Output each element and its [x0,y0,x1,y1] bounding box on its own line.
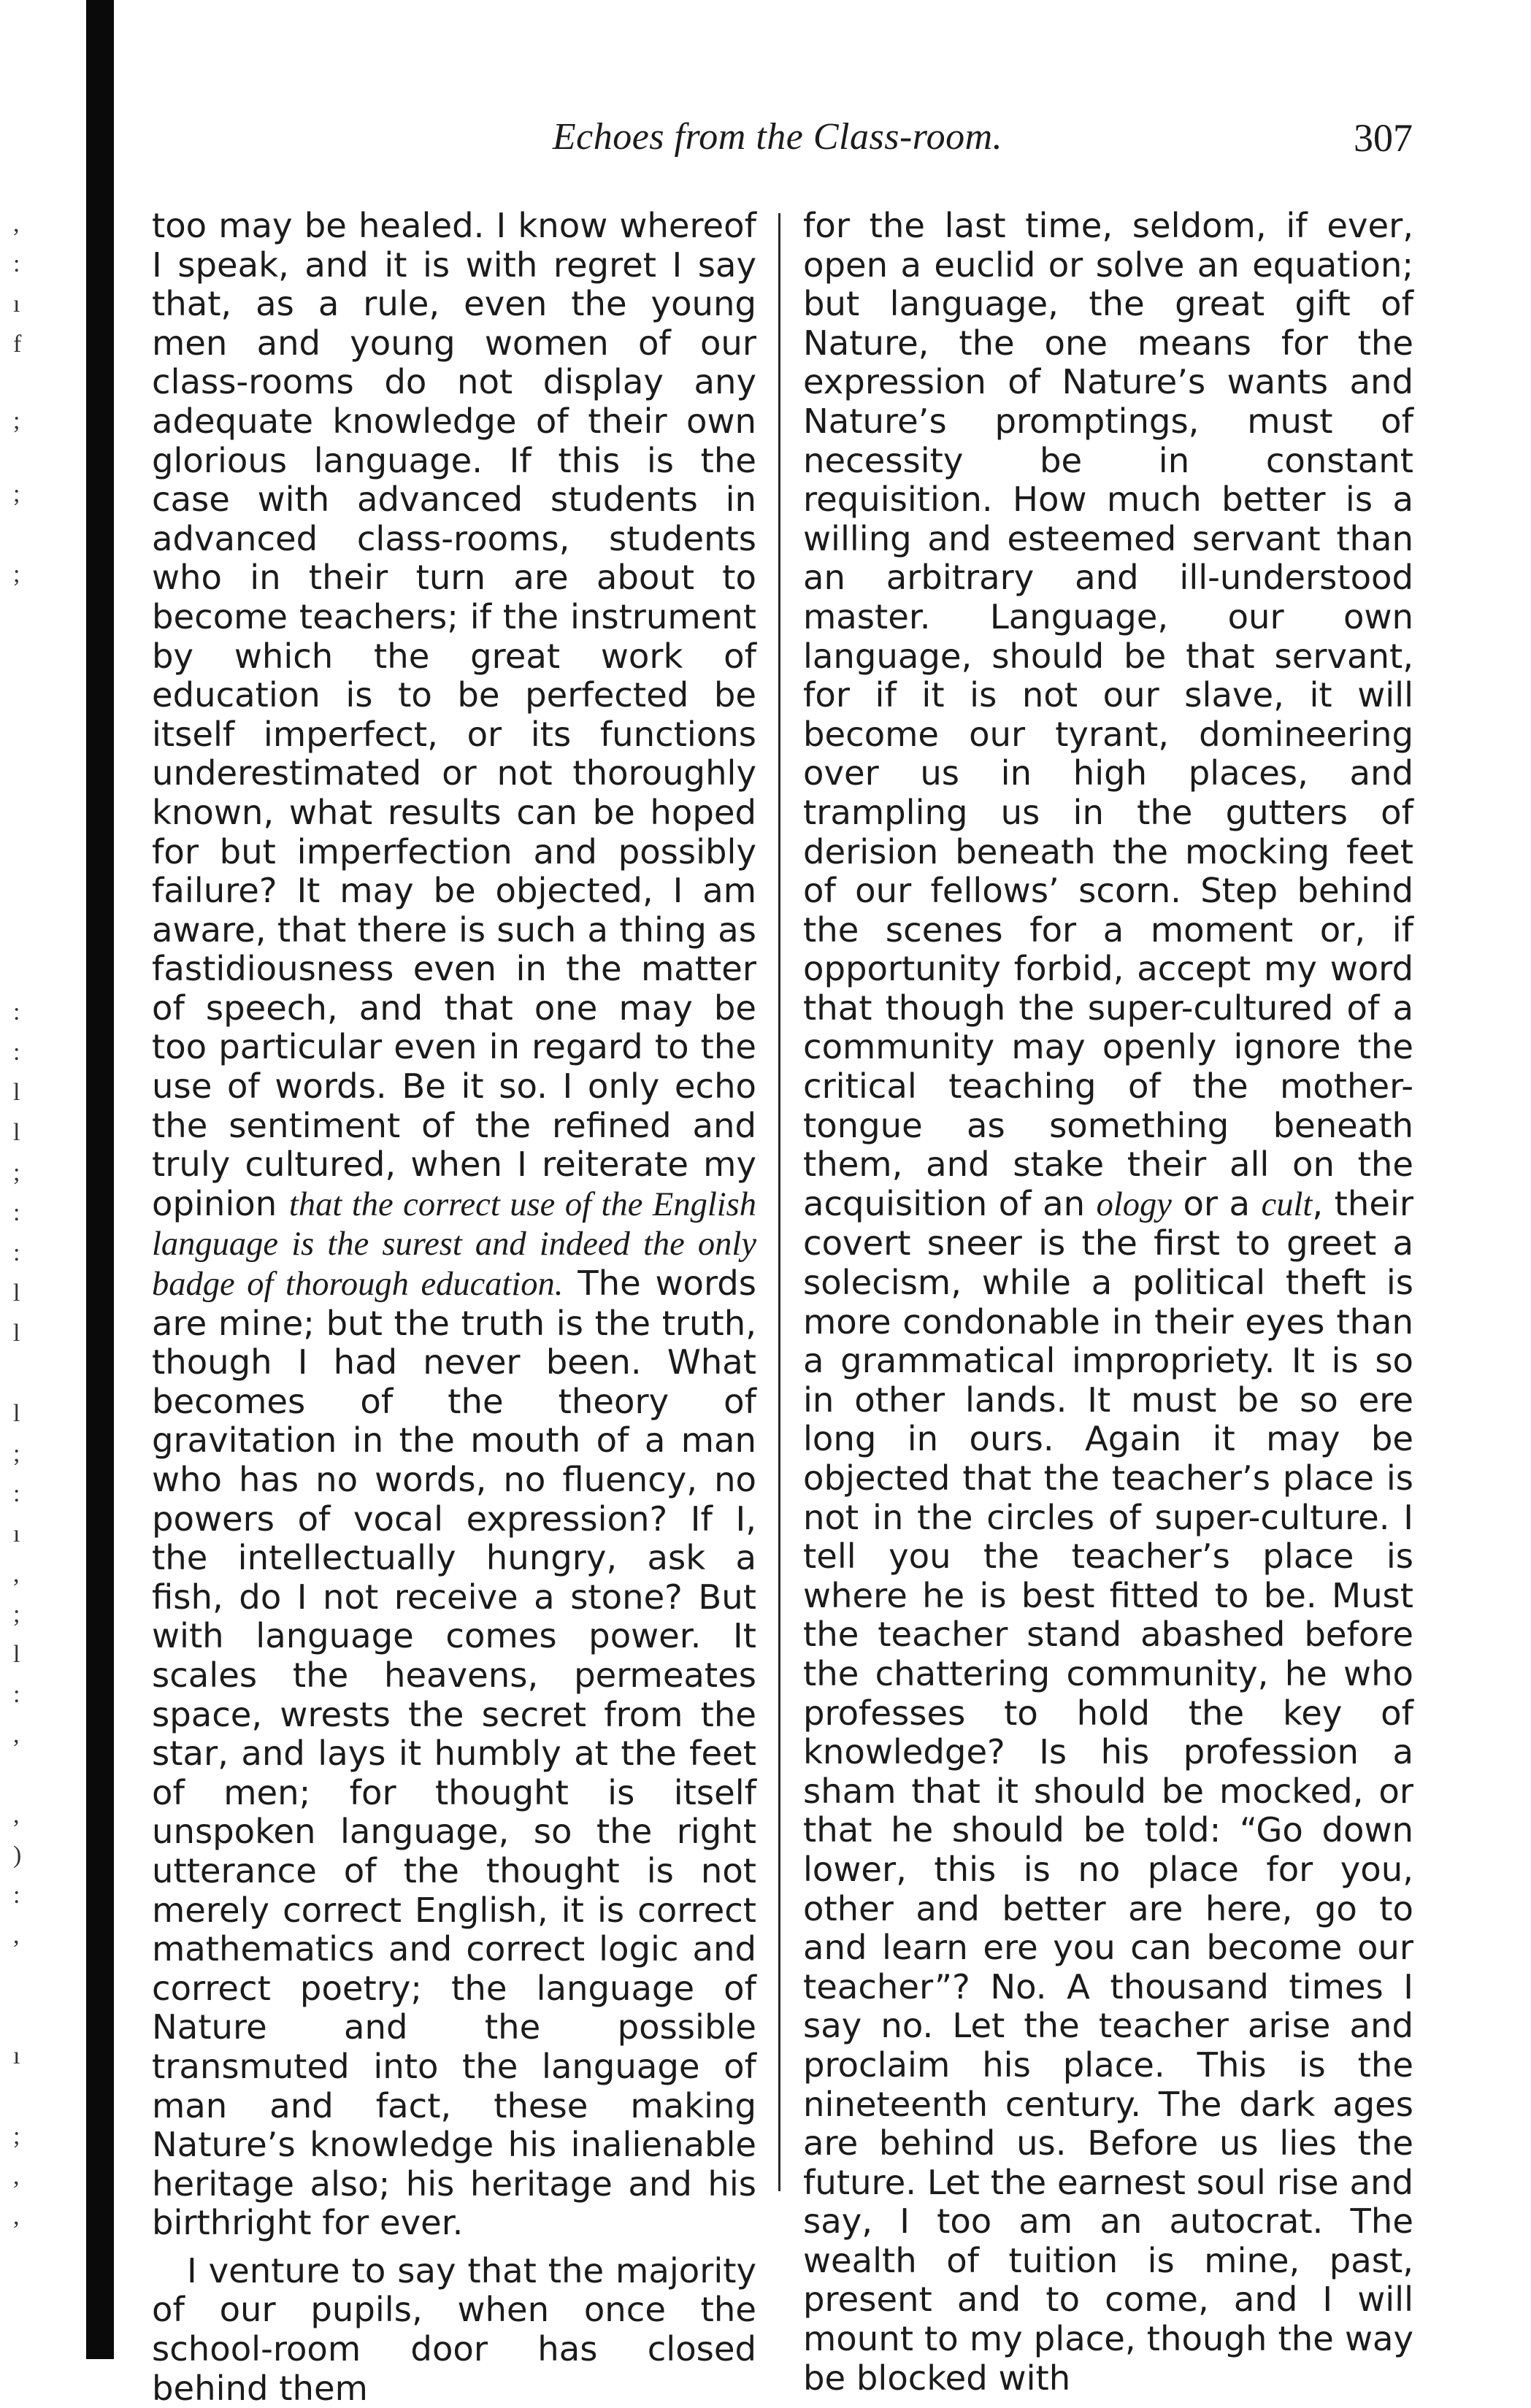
paragraph [152,207,756,2243]
emphasized-text: that the correct use of the English language is the surest and indeed the only badge of thorough education. [152,1185,757,1304]
column-divider [778,213,780,2191]
text-run: , their covert sneer is the first to greet a solecism, while a political theft is more condonable in their eyes than a grammatical impropriety. It is so in other lands. It must be so ere long in ours. Again it may be objected that the teacher’s place is not in the circles of super-culture. I tell you the teacher’s place is where he is best fitted to be. Must the teacher stand abashed before the chattering community, he who professes to hold the key of knowledge? Is his profession a sham that it should be mocked, or that he should be told: “Go down lower, this is no place for you, other and better are here, go to and learn ere you can become our teacher”? No. A thousand times I say no. Let the teacher arise and proclaim his place. This is the nineteenth century. The dark ages are behind us. Before us lies the future. Let the earnest soul rise and say, I too am an autocrat. The wealth of tuition is mine, past, present and to come, and I will mount to my place, though the way be blocked with [803,1183,1413,2398]
running-head [142,109,1413,168]
text-run: too may be healed. I know whereof I speak, and it is with regret I say that, as a rule, even the young men and young women of our class-rooms do not display any adequate knowledge of their own glorious language. If this is the case with advanced students in advanced class-rooms, students who in their turn are about to become teachers; if the instrument by which the great work of education is to be perfected be itself imperfect, or its functions underestimated or not thoroughly known, what results can be hoped for but imperfection and possibly failure? It may be objected, I am aware, that there is such a thing as fastidiousness even in the matter of speech, and that one may be too particular even in regard to the use of words. Be it so. I only echo the sentiment of the refined and truly cultured, when I reiterate my opinion [152,206,756,1223]
book-gutter-shadow [86,0,114,2359]
right-column [803,207,1413,2398]
running-title: Echoes from the Class-room. [552,116,1003,158]
text-run: for the last time, seldom, if ever, open a euclid or solve an equation; but language, the great gift of Nature, the one means for the expression of Nature’s wants and Nature’s promptings, must of necessity be in constant requisition. How much better is a willing and esteemed servant than an arbitrary and ill-understood master. Language, our own language, should be that servant, for if it is not our slave, it will become our tyrant, domineering over us in high places, and trampling us in the gutters of derision beneath the mocking feet of our fellows’ scorn. Step behind the scenes for a moment or, if opportunity forbid, accept my word that though the super-cultured of a community may openly ignore the critical teaching of the mother-tongue as something beneath them, and stake their all on the acquisition of an [803,206,1413,1223]
text-run: or a [1171,1183,1262,1223]
paragraph [803,207,1413,2398]
paragraph: I venture to say that the majority of our pupils, when once the school-room door has closed behind them [152,2250,756,2408]
page-number: 307 [1354,116,1413,160]
left-column [152,207,756,2408]
text-run: The words are mine; but the truth is the truth, though I had never been. What becomes of the theory of gravitation in the mouth of a man who has no words, no fluency, no powers of vocal expression? If I, the intellectually hungry, ask a fish, do I not receive a stone? But with language comes power. It scales the heavens, permeates space, wrests the secret from the star, and lays it humbly at the feet of men; for thought is itself unspoken language, so the right utterance of the thought is not merely correct English, it is correct mathematics and correct logic and correct poetry; the language of Nature and the possible transmuted into the language of man and fact, these making Nature’s knowledge his inalienable heritage also; his heritage and his birthright for ever. [152,1263,756,2243]
margin-bleed-marks: , : ı f ; ; ; : : l l ; : : l l l ; : ı , ; l : , , ) : , ı ; , , [13,210,22,2230]
emphasized-word: ology [1096,1185,1172,1223]
emphasized-word: cult [1261,1185,1313,1223]
